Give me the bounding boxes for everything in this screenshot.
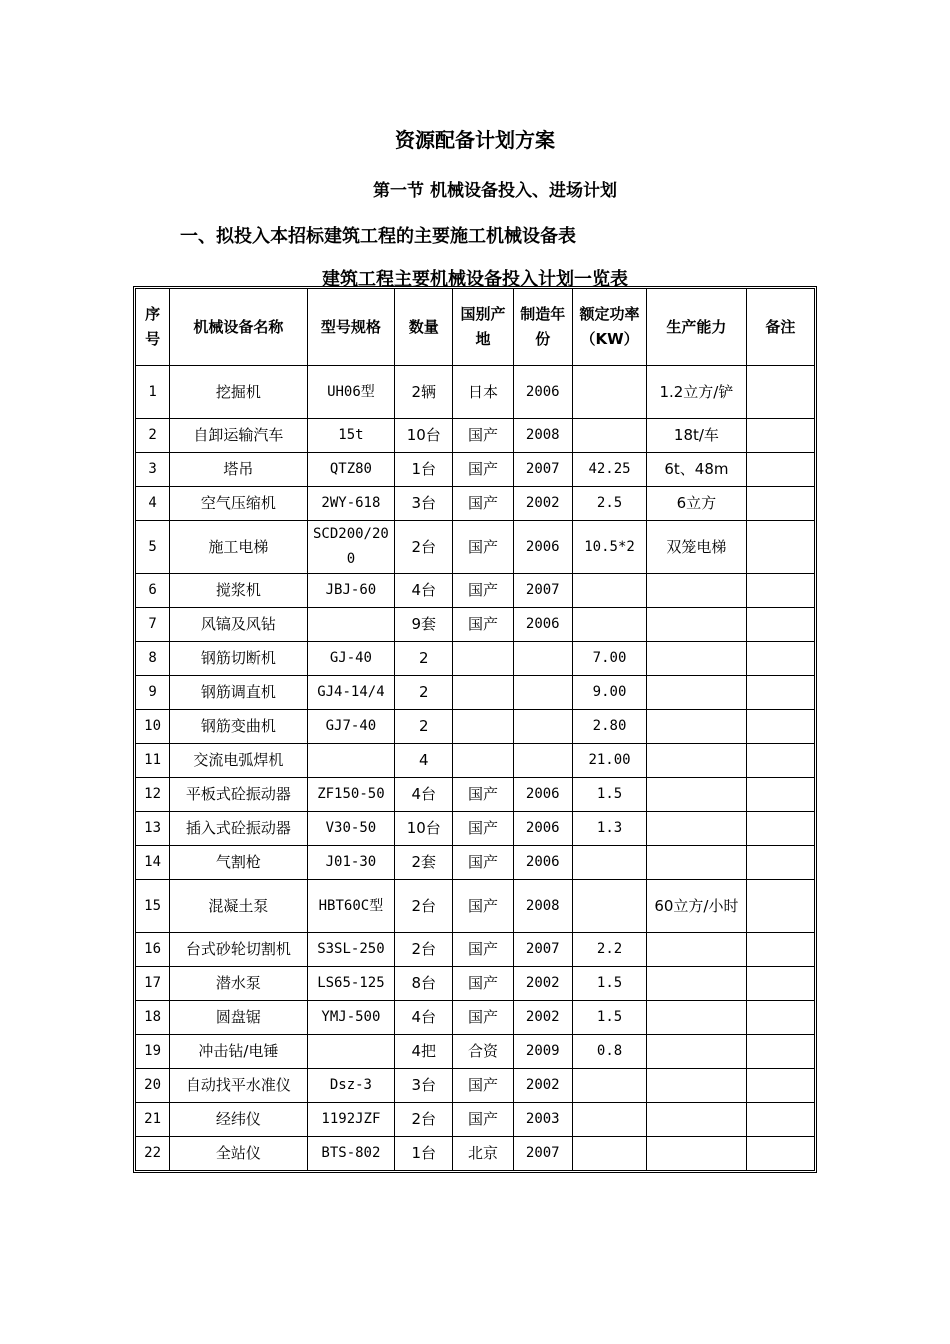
header-name: 机械设备名称 (170, 289, 308, 366)
cell-index: 3 (136, 453, 170, 487)
cell-name: 圆盘锯 (170, 1001, 308, 1035)
cell-capacity (647, 933, 746, 967)
cell-model: 1192JZF (308, 1103, 395, 1137)
cell-capacity (647, 574, 746, 608)
cell-capacity (647, 967, 746, 1001)
cell-qty: 2台 (395, 933, 453, 967)
table-row (136, 574, 814, 608)
cell-capacity (647, 1001, 746, 1035)
cell-remark (747, 676, 814, 710)
cell-index: 19 (136, 1035, 170, 1069)
cell-capacity (647, 846, 746, 880)
cell-model: GJ-40 (308, 642, 395, 676)
cell-year: 2007 (514, 453, 573, 487)
cell-remark (747, 1137, 814, 1170)
cell-power: 1.3 (573, 812, 647, 846)
cell-qty: 2 (395, 710, 453, 744)
cell-index: 21 (136, 1103, 170, 1137)
cell-qty: 10台 (395, 812, 453, 846)
cell-name: 台式砂轮切割机 (170, 933, 308, 967)
cell-capacity (647, 676, 746, 710)
cell-origin: 国产 (453, 933, 513, 967)
cell-origin: 国产 (453, 846, 513, 880)
cell-power: 7.00 (573, 642, 647, 676)
cell-qty: 2 (395, 642, 453, 676)
cell-power: 1.5 (573, 967, 647, 1001)
cell-qty: 10台 (395, 419, 453, 453)
cell-power: 9.00 (573, 676, 647, 710)
table-row (136, 744, 814, 778)
table-row (136, 487, 814, 521)
cell-power (573, 1069, 647, 1103)
cell-name: 气割枪 (170, 846, 308, 880)
table-row (136, 419, 814, 453)
cell-origin: 日本 (453, 366, 513, 419)
cell-qty: 2套 (395, 846, 453, 880)
cell-remark (747, 812, 814, 846)
cell-model: S3SL-250 (308, 933, 395, 967)
cell-year: 2006 (514, 366, 573, 419)
header-origin: 国别产地 (453, 289, 513, 366)
cell-power: 42.25 (573, 453, 647, 487)
cell-index: 7 (136, 608, 170, 642)
cell-remark (747, 1001, 814, 1035)
cell-power (573, 366, 647, 419)
cell-capacity: 18t/车 (647, 419, 746, 453)
cell-qty: 4 (395, 744, 453, 778)
subsection-title: 一、拟投入本招标建筑工程的主要施工机械设备表 (180, 226, 576, 247)
cell-name: 挖掘机 (170, 366, 308, 419)
cell-year: 2006 (514, 812, 573, 846)
cell-origin: 国产 (453, 487, 513, 521)
header-index: 序号 (136, 289, 170, 366)
cell-index: 4 (136, 487, 170, 521)
equipment-table (133, 286, 817, 1173)
cell-remark (747, 574, 814, 608)
cell-power: 1.5 (573, 1001, 647, 1035)
table-row (136, 1035, 814, 1069)
cell-model: QTZ80 (308, 453, 395, 487)
table-row (136, 366, 814, 419)
table-header-row (136, 289, 814, 366)
cell-capacity: 双笼电梯 (647, 521, 746, 574)
cell-origin: 国产 (453, 880, 513, 933)
cell-model (308, 744, 395, 778)
cell-qty: 2辆 (395, 366, 453, 419)
cell-year: 2002 (514, 967, 573, 1001)
cell-year (514, 642, 573, 676)
table-row (136, 521, 814, 574)
cell-qty: 4台 (395, 574, 453, 608)
cell-power: 2.2 (573, 933, 647, 967)
cell-name: 经纬仪 (170, 1103, 308, 1137)
cell-name: 钢筋调直机 (170, 676, 308, 710)
cell-remark (747, 642, 814, 676)
table-row (136, 676, 814, 710)
cell-model: GJ4-14/4 (308, 676, 395, 710)
cell-index: 12 (136, 778, 170, 812)
cell-name: 自动找平水准仪 (170, 1069, 308, 1103)
cell-origin: 国产 (453, 812, 513, 846)
cell-power (573, 846, 647, 880)
cell-origin: 国产 (453, 608, 513, 642)
cell-year (514, 710, 573, 744)
cell-index: 8 (136, 642, 170, 676)
table-row (136, 1069, 814, 1103)
table-row (136, 710, 814, 744)
cell-origin: 合资 (453, 1035, 513, 1069)
cell-model: SCD200/200 (308, 521, 395, 574)
table-row (136, 778, 814, 812)
table-row (136, 453, 814, 487)
cell-remark (747, 967, 814, 1001)
cell-model: JBJ-60 (308, 574, 395, 608)
table-row (136, 880, 814, 933)
cell-model: J01-30 (308, 846, 395, 880)
cell-capacity: 6立方 (647, 487, 746, 521)
cell-index: 17 (136, 967, 170, 1001)
cell-origin: 国产 (453, 574, 513, 608)
cell-capacity (647, 1137, 746, 1170)
table-row (136, 967, 814, 1001)
cell-capacity (647, 1035, 746, 1069)
cell-year: 2007 (514, 1137, 573, 1170)
cell-year: 2006 (514, 778, 573, 812)
cell-qty: 3台 (395, 487, 453, 521)
cell-index: 2 (136, 419, 170, 453)
table-body (136, 366, 814, 1170)
cell-index: 16 (136, 933, 170, 967)
cell-origin: 国产 (453, 778, 513, 812)
cell-power: 2.5 (573, 487, 647, 521)
cell-remark (747, 521, 814, 574)
cell-qty: 1台 (395, 1137, 453, 1170)
cell-remark (747, 1103, 814, 1137)
cell-origin: 国产 (453, 453, 513, 487)
header-capacity: 生产能力 (647, 289, 746, 366)
cell-qty: 2台 (395, 1103, 453, 1137)
cell-power: 0.8 (573, 1035, 647, 1069)
cell-year: 2006 (514, 521, 573, 574)
header-qty: 数量 (395, 289, 453, 366)
table-row (136, 608, 814, 642)
section-title: 第一节 机械设备投入、进场计划 (373, 181, 617, 201)
table-row (136, 1103, 814, 1137)
cell-model: 15t (308, 419, 395, 453)
cell-power: 1.5 (573, 778, 647, 812)
cell-year: 2008 (514, 880, 573, 933)
cell-qty: 4台 (395, 778, 453, 812)
cell-name: 自卸运输汽车 (170, 419, 308, 453)
cell-power: 21.00 (573, 744, 647, 778)
cell-index: 15 (136, 880, 170, 933)
cell-model: LS65-125 (308, 967, 395, 1001)
cell-power (573, 1103, 647, 1137)
cell-capacity (647, 1069, 746, 1103)
cell-name: 潜水泵 (170, 967, 308, 1001)
cell-capacity (647, 1103, 746, 1137)
header-power: 额定功率（KW） (573, 289, 647, 366)
cell-name: 空气压缩机 (170, 487, 308, 521)
cell-year: 2007 (514, 933, 573, 967)
cell-name: 搅浆机 (170, 574, 308, 608)
cell-index: 6 (136, 574, 170, 608)
cell-origin: 国产 (453, 967, 513, 1001)
cell-capacity: 1.2立方/铲 (647, 366, 746, 419)
cell-model: ZF150-50 (308, 778, 395, 812)
cell-remark (747, 778, 814, 812)
cell-capacity (647, 812, 746, 846)
table-row (136, 642, 814, 676)
cell-year: 2002 (514, 1001, 573, 1035)
cell-name: 交流电弧焊机 (170, 744, 308, 778)
cell-remark (747, 880, 814, 933)
cell-model: Dsz-3 (308, 1069, 395, 1103)
cell-origin (453, 642, 513, 676)
cell-year: 2006 (514, 846, 573, 880)
cell-model (308, 608, 395, 642)
cell-capacity (647, 710, 746, 744)
cell-origin: 北京 (453, 1137, 513, 1170)
cell-origin: 国产 (453, 1103, 513, 1137)
cell-year: 2008 (514, 419, 573, 453)
cell-origin (453, 676, 513, 710)
cell-year: 2002 (514, 487, 573, 521)
cell-qty: 4把 (395, 1035, 453, 1069)
cell-remark (747, 933, 814, 967)
cell-power (573, 880, 647, 933)
table-row (136, 1137, 814, 1170)
cell-capacity (647, 642, 746, 676)
cell-index: 1 (136, 366, 170, 419)
cell-index: 20 (136, 1069, 170, 1103)
cell-power (573, 419, 647, 453)
cell-name: 混凝土泵 (170, 880, 308, 933)
cell-model: BTS-802 (308, 1137, 395, 1170)
cell-capacity: 60立方/小时 (647, 880, 746, 933)
table-row (136, 933, 814, 967)
table-row (136, 1001, 814, 1035)
cell-capacity: 6t、48m (647, 453, 746, 487)
cell-index: 5 (136, 521, 170, 574)
cell-remark (747, 1069, 814, 1103)
cell-qty: 1台 (395, 453, 453, 487)
cell-origin (453, 710, 513, 744)
cell-qty: 4台 (395, 1001, 453, 1035)
cell-year: 2002 (514, 1069, 573, 1103)
cell-index: 13 (136, 812, 170, 846)
cell-name: 插入式砼振动器 (170, 812, 308, 846)
table-row (136, 846, 814, 880)
cell-qty: 9套 (395, 608, 453, 642)
cell-name: 钢筋变曲机 (170, 710, 308, 744)
cell-name: 平板式砼振动器 (170, 778, 308, 812)
cell-power: 10.5*2 (573, 521, 647, 574)
table-row (136, 812, 814, 846)
cell-model: HBT60C型 (308, 880, 395, 933)
cell-remark (747, 419, 814, 453)
cell-index: 14 (136, 846, 170, 880)
cell-remark (747, 846, 814, 880)
document-title: 资源配备计划方案 (395, 128, 555, 152)
cell-origin: 国产 (453, 1069, 513, 1103)
header-remark: 备注 (747, 289, 814, 366)
cell-remark (747, 487, 814, 521)
cell-qty: 2 (395, 676, 453, 710)
cell-model: UH06型 (308, 366, 395, 419)
cell-capacity (647, 608, 746, 642)
cell-model: V30-50 (308, 812, 395, 846)
cell-model: 2WY-618 (308, 487, 395, 521)
cell-qty: 8台 (395, 967, 453, 1001)
cell-model: YMJ-500 (308, 1001, 395, 1035)
cell-qty: 2台 (395, 521, 453, 574)
cell-remark (747, 453, 814, 487)
cell-origin: 国产 (453, 521, 513, 574)
cell-year (514, 744, 573, 778)
cell-remark (747, 366, 814, 419)
cell-index: 22 (136, 1137, 170, 1170)
cell-index: 10 (136, 710, 170, 744)
cell-remark (747, 1035, 814, 1069)
cell-capacity (647, 778, 746, 812)
cell-capacity (647, 744, 746, 778)
cell-remark (747, 608, 814, 642)
cell-remark (747, 744, 814, 778)
cell-year: 2006 (514, 608, 573, 642)
cell-power: 2.80 (573, 710, 647, 744)
cell-index: 18 (136, 1001, 170, 1035)
cell-name: 冲击钻/电锤 (170, 1035, 308, 1069)
cell-year (514, 676, 573, 710)
cell-year: 2007 (514, 574, 573, 608)
cell-name: 钢筋切断机 (170, 642, 308, 676)
cell-model (308, 1035, 395, 1069)
cell-qty: 2台 (395, 880, 453, 933)
header-year: 制造年份 (514, 289, 573, 366)
cell-power (573, 1137, 647, 1170)
cell-model: GJ7-40 (308, 710, 395, 744)
cell-index: 9 (136, 676, 170, 710)
cell-name: 施工电梯 (170, 521, 308, 574)
cell-index: 11 (136, 744, 170, 778)
cell-power (573, 608, 647, 642)
cell-power (573, 574, 647, 608)
cell-name: 全站仪 (170, 1137, 308, 1170)
cell-year: 2003 (514, 1103, 573, 1137)
cell-remark (747, 710, 814, 744)
cell-name: 塔吊 (170, 453, 308, 487)
cell-name: 风镐及风钻 (170, 608, 308, 642)
cell-origin (453, 744, 513, 778)
cell-year: 2009 (514, 1035, 573, 1069)
table-caption: 建筑工程主要机械设备投入计划一览表 (322, 269, 628, 290)
cell-origin: 国产 (453, 1001, 513, 1035)
header-model: 型号规格 (308, 289, 395, 366)
cell-origin: 国产 (453, 419, 513, 453)
cell-qty: 3台 (395, 1069, 453, 1103)
